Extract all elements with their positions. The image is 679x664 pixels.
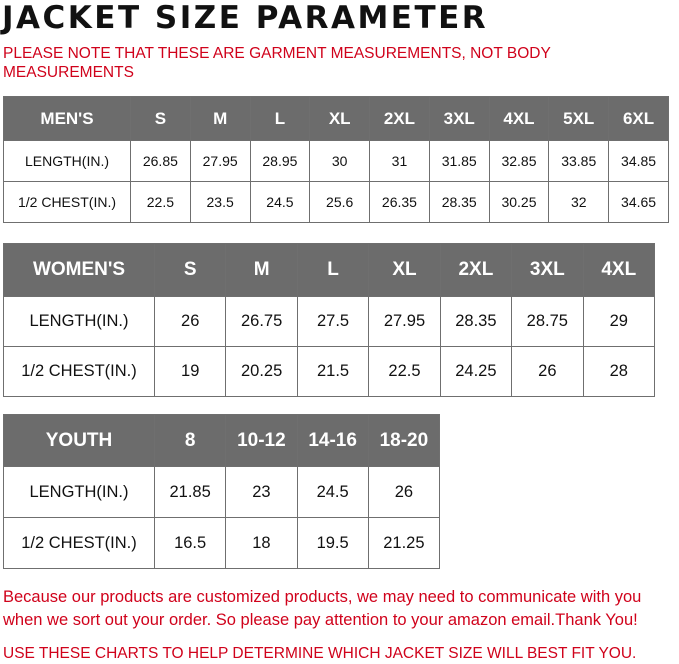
table-cell: 32.85 <box>489 141 549 182</box>
table-cell: 26 <box>512 347 583 397</box>
table-row <box>4 182 669 223</box>
row-label: 1/2 CHEST(IN.) <box>4 518 155 569</box>
header-cell: XL <box>369 244 440 297</box>
header-cell: M <box>226 244 297 297</box>
table-cell: 29 <box>583 297 654 347</box>
table-cell: 27.95 <box>190 141 250 182</box>
table-cell: 34.85 <box>609 141 669 182</box>
header-cell: 4XL <box>583 244 654 297</box>
header-cell: 2XL <box>440 244 511 297</box>
table-row <box>4 518 440 569</box>
table-cell: 28.75 <box>512 297 583 347</box>
table-row <box>4 347 655 397</box>
table-cell: 28 <box>583 347 654 397</box>
row-label: LENGTH(IN.) <box>4 467 155 518</box>
table-cell: 27.95 <box>369 297 440 347</box>
header-cell: 4XL <box>489 97 549 141</box>
table-cell: 26.75 <box>226 297 297 347</box>
header-cell: 18-20 <box>368 415 439 467</box>
table-cell: 21.85 <box>155 467 226 518</box>
table-cell: 23.5 <box>190 182 250 223</box>
table-header-row <box>4 415 440 467</box>
table-cell: 26 <box>155 297 226 347</box>
header-cell: 14-16 <box>297 415 368 467</box>
measurement-note: PLEASE NOTE THAT THESE ARE GARMENT MEASUREMENTS, NOT BODY MEASUREMENTS <box>3 45 551 81</box>
header-cell: M <box>190 97 250 141</box>
table-cell: 21.5 <box>297 347 368 397</box>
table-cell: 26.35 <box>370 182 430 223</box>
table-cell: 22.5 <box>131 182 191 223</box>
table-cell: 19.5 <box>297 518 368 569</box>
header-cell: 10-12 <box>226 415 297 467</box>
table-cell: 24.5 <box>297 467 368 518</box>
header-cell: 2XL <box>370 97 430 141</box>
header-cell: 3XL <box>512 244 583 297</box>
row-label: 1/2 CHEST(IN.) <box>4 347 155 397</box>
table-cell: 25.6 <box>310 182 370 223</box>
table-cell: 34.65 <box>609 182 669 223</box>
header-cell: 8 <box>155 415 226 467</box>
header-cell: L <box>250 97 310 141</box>
table-cell: 33.85 <box>549 141 609 182</box>
table-cell: 19 <box>155 347 226 397</box>
table-cell: 28.35 <box>440 297 511 347</box>
table-cell: 20.25 <box>226 347 297 397</box>
header-cell: WOMEN'S <box>4 244 155 297</box>
row-label: 1/2 CHEST(IN.) <box>4 182 131 223</box>
table-cell: 24.25 <box>440 347 511 397</box>
table-cell: 23 <box>226 467 297 518</box>
table-cell: 27.5 <box>297 297 368 347</box>
row-label: LENGTH(IN.) <box>4 297 155 347</box>
womens-size-table <box>3 243 655 397</box>
table-cell: 26 <box>368 467 439 518</box>
page-title: JACKET SIZE PARAMETER <box>2 0 489 36</box>
table-row <box>4 297 655 347</box>
header-cell: S <box>155 244 226 297</box>
table-cell: 18 <box>226 518 297 569</box>
header-cell: 5XL <box>549 97 609 141</box>
header-cell: 6XL <box>609 97 669 141</box>
table-cell: 30.25 <box>489 182 549 223</box>
table-header-row <box>4 97 669 141</box>
table-cell: 28.95 <box>250 141 310 182</box>
mens-size-table <box>3 96 669 223</box>
table-cell: 31 <box>370 141 430 182</box>
table-row <box>4 141 669 182</box>
table-cell: 30 <box>310 141 370 182</box>
header-cell: S <box>131 97 191 141</box>
table-cell: 31.85 <box>429 141 489 182</box>
table-cell: 22.5 <box>369 347 440 397</box>
table-cell: 32 <box>549 182 609 223</box>
table-row <box>4 467 440 518</box>
table-cell: 21.25 <box>368 518 439 569</box>
table-cell: 28.35 <box>429 182 489 223</box>
chart-usage-note: USE THESE CHARTS TO HELP DETERMINE WHICH JACKET SIZE WILL BEST FIT YOU. <box>3 645 637 662</box>
row-label: LENGTH(IN.) <box>4 141 131 182</box>
table-cell: 24.5 <box>250 182 310 223</box>
table-header-row <box>4 244 655 297</box>
table-cell: 16.5 <box>155 518 226 569</box>
header-cell: YOUTH <box>4 415 155 467</box>
customization-notice: Because our products are customized products, we may need to communicate with you when we sort out your order. So please pay attention to your amazon email.Thank You! <box>3 588 642 629</box>
header-cell: MEN'S <box>4 97 131 141</box>
header-cell: L <box>297 244 368 297</box>
header-cell: 3XL <box>429 97 489 141</box>
header-cell: XL <box>310 97 370 141</box>
table-cell: 26.85 <box>131 141 191 182</box>
youth-size-table <box>3 414 440 569</box>
